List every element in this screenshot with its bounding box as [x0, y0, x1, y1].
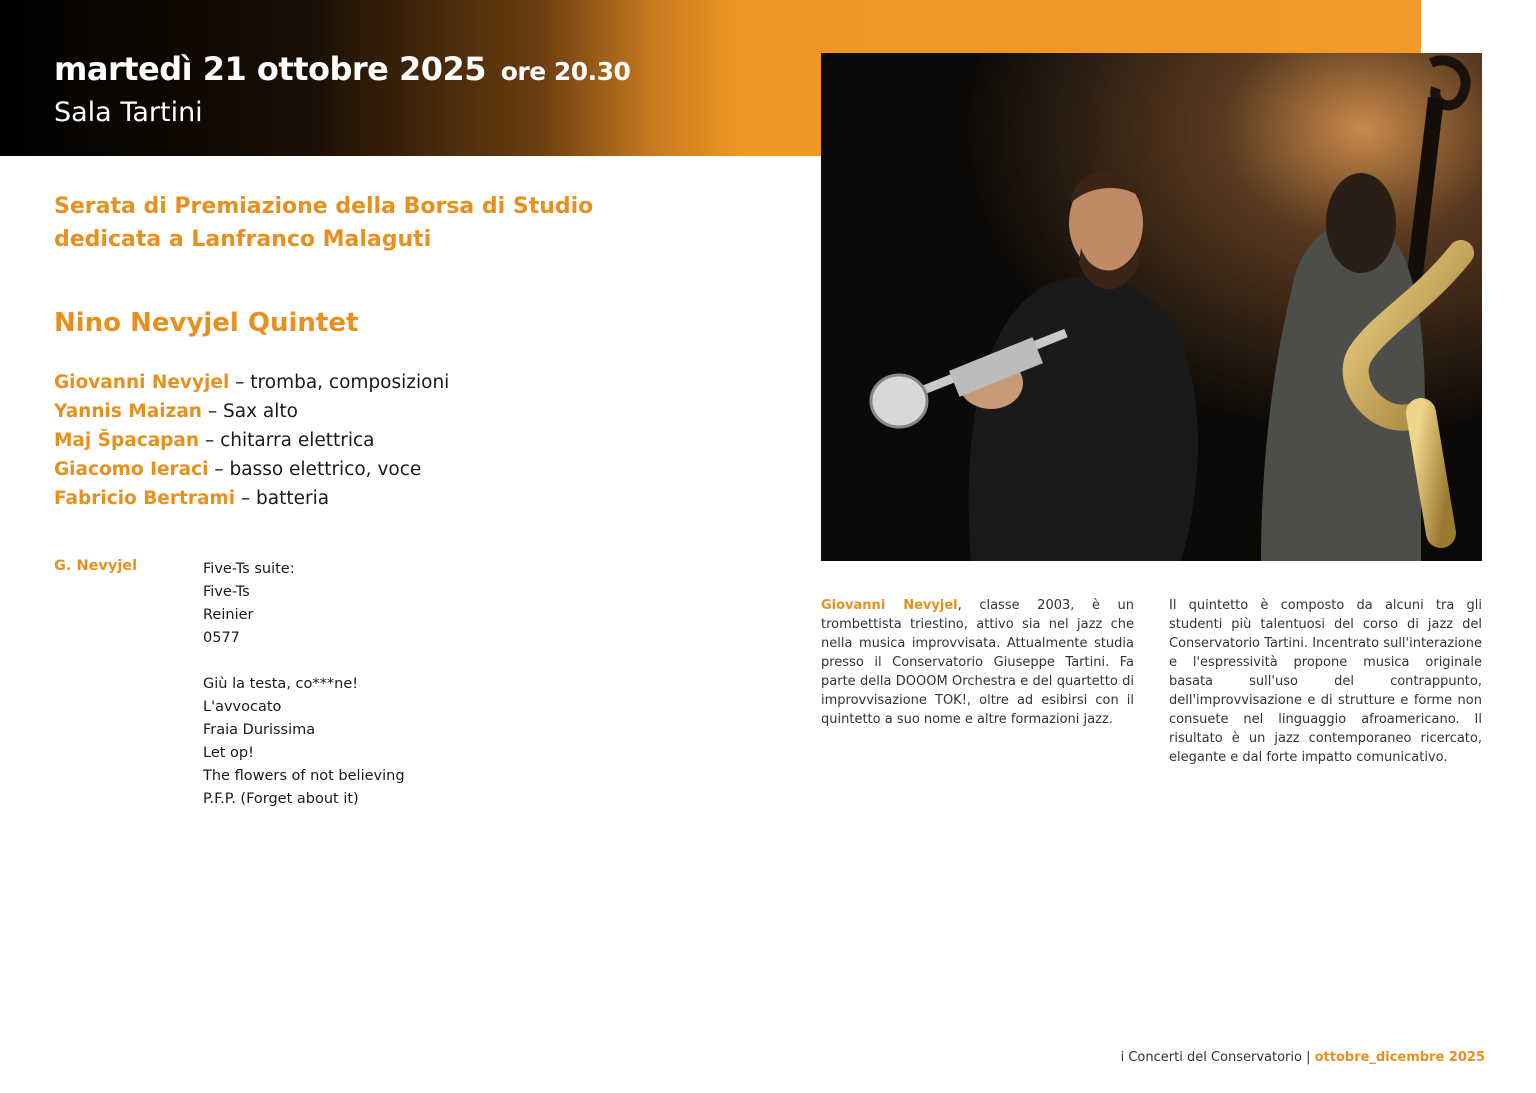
- performers-illustration: [821, 53, 1482, 561]
- musician-name: Maj Špacapan: [54, 430, 200, 451]
- program-composer: G. Nevyjel: [54, 558, 138, 574]
- page-footer: [1121, 1050, 1485, 1065]
- footer-series: i Concerti del Conservatorio |: [1120, 1050, 1311, 1065]
- musician-name: Giovanni Nevyjel: [54, 372, 230, 393]
- concert-photo: [821, 53, 1482, 561]
- event-date: [54, 50, 630, 88]
- musician-name: Yannis Maizan: [54, 401, 202, 422]
- musician-name: Giacomo Ieraci: [54, 459, 209, 480]
- ensemble-description: Il quintetto è composto da alcuni tra gli studenti più talentuosi del corso di jazz del Conservatorio Tartini. Incentrato sull'interazione e l'espressività propone musica originale basata sull'uso del contrappunto, dell'improvvisazione e di strutture e forme non consuete nel linguaggio afroamericano. Il risultato è un jazz contemporaneo ricercato, elegante e dal forte impatto comunicativo.: [1169, 598, 1482, 765]
- musician-row: [54, 484, 449, 513]
- ensemble-name: Nino Nevyjel Quintet: [54, 308, 359, 338]
- program-item: L'avvocato: [203, 699, 282, 715]
- program-list: [203, 558, 405, 811]
- musician-role: – Sax alto: [201, 401, 298, 422]
- event-venue: Sala Tartini: [54, 97, 203, 128]
- musician-row: [54, 426, 449, 455]
- musician-role: – basso elettrico, voce: [208, 459, 422, 480]
- program-item: P.F.P. (Forget about it): [203, 791, 359, 807]
- bio-column-2: [1169, 596, 1482, 767]
- musician-role: – chitarra elettrica: [199, 430, 375, 451]
- program-item: The flowers of not believing: [203, 768, 405, 784]
- event-title-line1: Serata di Premiazione della Borsa di Studio: [54, 194, 594, 219]
- program-item: 0577: [203, 630, 240, 646]
- musician-row: [54, 455, 449, 484]
- program-item: Five-Ts suite:: [203, 561, 295, 577]
- program-item: Fraia Durissima: [203, 722, 316, 738]
- musician-name: Fabricio Bertrami: [54, 488, 236, 509]
- program-item: Reinier: [203, 607, 254, 623]
- musician-role: – tromba, composizioni: [229, 372, 450, 393]
- program-item: Five-Ts: [203, 584, 250, 600]
- footer-period: ottobre_dicembre 2025: [1314, 1050, 1485, 1065]
- bio-column-1: [821, 596, 1134, 729]
- event-time: ore 20.30: [500, 57, 631, 86]
- musician-role: – batteria: [235, 488, 330, 509]
- musicians-list: [54, 368, 449, 513]
- event-title-line2: dedicata a Lanfranco Malaguti: [54, 227, 432, 252]
- event-title: [54, 190, 593, 256]
- musician-row: [54, 368, 449, 397]
- program-spacer: [203, 650, 405, 673]
- musician-row: [54, 397, 449, 426]
- program-item: Giù la testa, co***ne!: [203, 676, 359, 692]
- event-date-text: martedì 21 ottobre 2025: [54, 50, 487, 88]
- program-item: Let op!: [203, 745, 254, 761]
- bio-text: , classe 2003, è un trombettista triestino, attivo sia nel jazz che nella musica improvvisata. Attualmente studia presso il Conservatorio Giuseppe Tartini. Fa parte della DOOOM Orchestra e del quartetto di improvvisazione TOK!, oltre ad esibirsi con il quintetto a suo nome e altre formazioni jazz.: [821, 598, 1135, 727]
- bio-name: Giovanni Nevyjel: [821, 598, 958, 613]
